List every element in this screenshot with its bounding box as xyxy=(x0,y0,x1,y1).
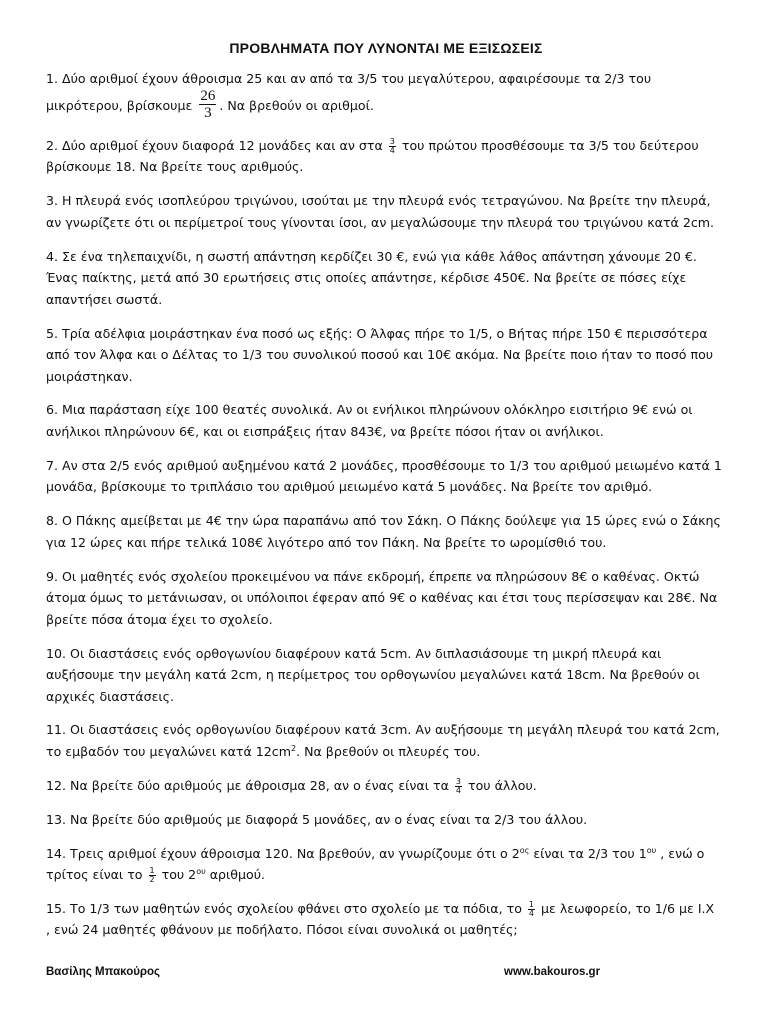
problem-1-text-b: . Να βρεθούν οι αριθμοί. xyxy=(219,97,374,113)
fraction-numerator: 1 xyxy=(528,899,535,909)
problem-6: 6. Μια παράσταση είχε 100 θεατές συνολικά. Αν οι ενήλικοι πληρώνουν ολόκληρο εισιτήριο 9€ ενώ οι ανήλικοι πληρώνουν 6€, και οι εισπράξεις ήταν 843€, να βρείτε πόσοι ήταν οι ανήλικοι. xyxy=(46,402,693,439)
problem-15-text-a: 15. Το 1/3 των μαθητών ενός σχολείου φθάνει στο σχολείο με τα πόδια, το xyxy=(46,900,522,916)
problem-12-text-b: του άλλου. xyxy=(468,777,537,793)
fraction-3-4 xyxy=(389,138,396,155)
footer-website: www.bakouros.gr xyxy=(504,966,601,978)
problem-12 xyxy=(46,775,726,797)
problem-2-text-b: του πρώτου προσθέσουμε τα 3/5 του δεύτερου βρίσκουμε 18. Να βρείτε τους αριθμούς. xyxy=(46,137,699,175)
problem-11-text-a: 11. Οι διαστάσεις ενός ορθογωνίου διαφέρουν κατά 3cm. Αν αυξήσουμε τη μεγάλη πλευρά του κατά 2cm, το εμβαδόν του μεγαλώνει κατά 12cm xyxy=(46,722,720,759)
fraction-numerator: 3 xyxy=(389,136,395,146)
problem-14 xyxy=(46,843,726,886)
problem-5: 5. Τρία αδέλφια μοιράστηκαν ένα ποσό ως εξής: Ο Άλφας πήρε το 1/5, ο Βήτας πήρε 150 € περισσότερα από τον Άλφα και ο Δέλτας το 1/3 του συνολικού ποσού και 10€ ακόμα. Να βρείτε ποιο ήταν το ποσό που μοιράστηκαν. xyxy=(46,325,714,384)
footer-author: Βασίλης Μπακούρος xyxy=(46,966,161,978)
problem-13: 13. Να βρείτε δύο αριθμούς με διαφορά 5 μονάδες, αν ο ένας είναι τα 2/3 του άλλου. xyxy=(46,811,588,827)
problem-1-text-a: 1. Δύο αριθμοί έχουν άθροισμα 25 και αν από τα 3/5 του μεγαλύτερου, αφαιρέσουμε τα 2/3 του μικρότερου, βρίσκουμε xyxy=(46,71,652,113)
problem-10: 10. Οι διαστάσεις ενός ορθογωνίου διαφέρουν κατά 5cm. Αν διπλασιάσουμε τη μικρή πλευρά και αυξήσουμε την μεγάλη κατά 2cm, η περίμετρος του ορθογωνίου μεγαλώνει κατά 18cm. Να βρεθούν οι αρχικές διαστάσεις. xyxy=(46,645,700,704)
fraction-numerator: 1 xyxy=(149,866,155,876)
page-title: ΠΡΟΒΛΗΜΑΤΑ ΠΟΥ ΛΥΝΟΝΤΑΙ ΜΕ ΕΞΙΣΩΣΕΙΣ xyxy=(229,40,543,56)
problem-2 xyxy=(46,135,726,178)
fraction-denominator: 4 xyxy=(389,145,395,155)
problem-14-text-b: είναι τα 2/3 του 1 xyxy=(529,845,647,861)
fraction-denominator: 3 xyxy=(204,104,212,121)
superscript-ou: ου xyxy=(646,845,657,855)
fraction-numerator: 3 xyxy=(455,776,461,786)
fraction-denominator: 2 xyxy=(149,875,155,885)
problem-15-text-b: με λεωφορείο, το 1/6 με Ι.Χ xyxy=(541,900,715,916)
problem-15 xyxy=(46,898,726,941)
problem-11-text-b: . Να βρεθούν οι πλευρές του. xyxy=(296,743,481,759)
superscript-os: ος xyxy=(519,845,530,855)
worksheet-page xyxy=(46,40,726,941)
superscript-2: 2 xyxy=(290,743,297,753)
fraction-denominator: 4 xyxy=(528,908,535,918)
fraction-1-2 xyxy=(149,867,156,884)
problem-2-text-a: 2. Δύο αριθμοί έχουν διαφορά 12 μονάδες και αν στα xyxy=(46,137,383,153)
problem-9: 9. Οι μαθητές ενός σχολείου προκειμένου να πάνε εκδρομή, έπρεπε να πληρώσουν 8€ ο καθένας. Οκτώ άτομα όμως το μετάνιωσαν, οι υπόλοιποι έφεραν από 9€ ο καθένας και έτσι τους περίσσεψαν και 28€. Να βρείτε πόσα άτομα έχει το σχολείο. xyxy=(46,568,718,627)
problem-8: 8. Ο Πάκης αμείβεται με 4€ την ώρα παραπάνω από τον Σάκη. Ο Πάκης δούλεψε για 15 ώρες ενώ ο Σάκης για 12 ώρες και πήρε τελικά 108€ λιγότερο από τον Πάκη. Να βρείτε το ωρομίσθιό του. xyxy=(46,513,721,550)
problem-7: 7. Αν στα 2/5 ενός αριθμού αυξημένου κατά 2 μονάδες, προσθέσουμε το 1/3 του αριθμού μειωμένο κατά 1 μονάδα, βρίσκουμε το τριπλάσιο του αριθμού μειωμένο κατά 5 μονάδες. Να βρείτε τον αριθμό. xyxy=(46,457,722,495)
problem-4: 4. Σε ένα τηλεπαιχνίδι, η σωστή απάντηση κερδίζει 30 €, ενώ για κάθε λάθος απάντηση χάνουμε 20 €. Ένας παίκτης, μετά από 30 ερωτήσεις στις οποίες απάντησε, κέρδισε 450€. Να βρείτε σε πόσες είχε απαντήσει σωστά. xyxy=(46,248,697,307)
problem-3: 3. Η πλευρά ενός ισοπλεύρου τριγώνου, ισούται με την πλευρά ενός τετραγώνου. Να βρείτε την πλευρά, αν γνωρίζετε ότι οι περίμετροί τους γίνονται ίσοι, αν μεγαλώσουμε την πλευρά του τριγώνου κατά 2cm. xyxy=(46,193,715,230)
problem-14-text-e: αριθμού. xyxy=(205,867,266,883)
fraction-26-3 xyxy=(199,88,216,121)
fraction-denominator: 4 xyxy=(455,785,461,795)
problem-14-text-c: , ενώ ο τρίτος είναι το xyxy=(46,845,705,883)
problem-15-text-c: , ενώ 24 μαθητές φθάνουν με ποδήλατο. Πόσοι είναι συνολικά οι μαθητές; xyxy=(46,922,518,938)
problem-1 xyxy=(46,68,726,123)
fraction-1-4 xyxy=(528,901,535,918)
problem-11 xyxy=(46,719,726,762)
fraction-numerator: 26 xyxy=(200,87,216,104)
fraction-3-4 xyxy=(455,778,462,795)
superscript-ou: ου xyxy=(196,866,206,876)
problem-12-text-a: 12. Να βρείτε δύο αριθμούς με άθροισμα 28, αν ο ένας είναι τα xyxy=(46,777,449,793)
problem-14-text-a: 14. Τρεις αριθμοί έχουν άθροισμα 120. Να βρεθούν, αν γνωρίζουμε ότι ο 2 xyxy=(46,845,520,861)
problem-14-text-d: του 2 xyxy=(161,867,197,883)
